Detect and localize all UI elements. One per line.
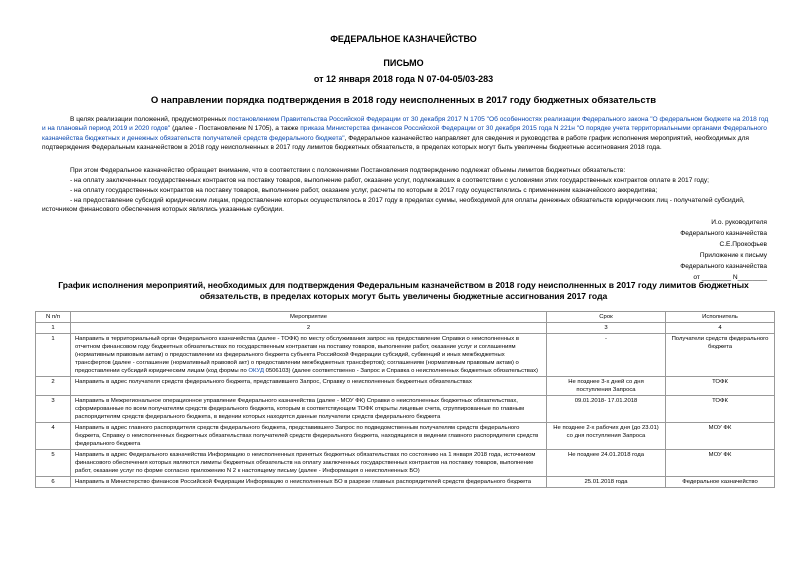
- appendix-org: Федерального казначейства: [680, 263, 767, 270]
- table-row: [36, 377, 775, 396]
- row-executor: ТОФК: [666, 377, 775, 396]
- table-header-row: [36, 312, 775, 323]
- row-measure: Направить в Межрегиональное операционное управление Федерального казначейства (далее - МОУ ФК) Справки о неисполненных бюджетных обязательствах, сформированные по всем получателям средств федерального бюджета, которым в соответствующем ТОФК открыты лицевые счета, сгруппированные по главным распорядителям средств федерального бюджета, в ведении которых находятся данные получатели средств федерального бюджета: [71, 396, 547, 423]
- appendix-date-number: от ________ N________: [693, 274, 767, 281]
- row-deadline: Не позднее 2-х рабочих дня (до 23.01) со дня поступления Запроса: [547, 423, 666, 450]
- paragraph-1-text-b: (далее - Постановление N 1705), а также: [170, 125, 301, 133]
- table-row: [36, 450, 775, 477]
- doc-date-number: от 12 января 2018 года N 07-04-05/03-283: [313, 74, 494, 84]
- column-number: 4: [666, 323, 775, 334]
- row-executor: Получатели средств федерального бюджета: [666, 334, 775, 377]
- row-measure: Направить в адрес получателя средств федерального бюджета, представившего Запрос, Справку о неисполненных бюджетных обязательствах: [71, 377, 547, 396]
- row-deadline: 09.01.2018- 17.01.2018: [547, 396, 666, 423]
- column-number: 1: [36, 323, 71, 334]
- table-row: [36, 423, 775, 450]
- row-executor: МОУ ФК: [666, 450, 775, 477]
- row-number: 6: [36, 477, 71, 488]
- row-number: 3: [36, 396, 71, 423]
- schedule-table: [35, 311, 775, 488]
- signature-block: [547, 217, 767, 283]
- table-row: [36, 396, 775, 423]
- column-number: 3: [547, 323, 666, 334]
- org-title: ФЕДЕРАЛЬНОЕ КАЗНАЧЕЙСТВО: [330, 34, 477, 44]
- doc-type: ПИСЬМО: [383, 58, 424, 68]
- order-221n-link[interactable]: приказа Министерства финансов Российской Федерации от 30 декабря 2015 года N 221н "О порядке учета территориальными органами Федерального казначейства бюджетных и денежных обязательств получателей средств федерального бюджета": [42, 125, 767, 142]
- bullet-3: - на предоставление субсидий юридическим лицам, предоставление которых осуществлялось в 2017 году в пределах суммы, необходимой для оплаты денежных обязательств юридических лиц - получателей субсидий, источником финансового обеспечения которых являлись указанные субсидии.: [42, 197, 745, 214]
- row-deadline: -: [547, 334, 666, 377]
- header-measure: Мероприятие: [71, 312, 547, 323]
- paragraph-2: При этом Федеральное казначейство обращает внимание, что в соответствии с положениями Постановления подтверждению подлежат объемы лимитов бюджетных обязательств:: [70, 167, 626, 174]
- row-deadline: 25.01.2018 года: [547, 477, 666, 488]
- doc-subject: О направлении порядка подтверждения в 2018 году неисполненных в 2017 году бюджетных обязательств: [150, 95, 657, 106]
- row-measure: Направить в адрес главного распорядителя средств федерального бюджета, представившего Запрос по подведомственным получателям средств федерального бюджета, Справку о неисполненных бюджетных обязательствах получателей средств федерального бюджета, находящихся в ведении главного распорядителя средств федерального бюджета: [71, 423, 547, 450]
- row-measure-text: 0506103) (далее соответственно - Запрос и Справка о неисполненных бюджетных обязательствах): [263, 368, 538, 374]
- row-number: 1: [36, 334, 71, 377]
- row-measure: [71, 334, 547, 377]
- appendix-label: Приложение к письму: [699, 252, 767, 259]
- signature-position: И.о. руководителя: [711, 219, 767, 226]
- row-number: 5: [36, 450, 71, 477]
- paragraph-1-text-a: В целях реализации положений, предусмотренных: [70, 116, 229, 123]
- row-measure-text: Направить в территориальный орган Федерального казначейства (далее - ТОФК) по месту обслуживания запрос на предоставление Справки о неисполненных в отчетном финансовом году бюджетных обязательствах по государственным контрактам на поставку товаров, выполнение работ, оказание услуг и соглашениям (нормативным правовым актам) о предоставлении из федерального бюджета субъекта Российской Федерации субсидий, субвенций и иных межбюджетных трансфертов (далее - соглашение (нормативный правовой акт) о предоставлении межбюджетных трансфертов); соглашениям (нормативным правовым актам) о предоставлении субсидий юридическим лицам (код формы по: [75, 336, 519, 374]
- schedule-title: График исполнения мероприятий, необходимых для подтверждения Федеральным казначейством в 2018 году неисполненных в 2017 году лимитов бюджетных обязательств, в пределах которых могут быть увеличены бюджетные ассигнования 2017 года: [58, 280, 749, 301]
- bullet-2: - на оплату государственных контрактов на поставку товаров, выполнение работ, оказание услуг, расчеты по которым в 2017 году осуществлялись с применением казначейского аккредитива;: [70, 187, 658, 194]
- row-executor: Федеральное казначейство: [666, 477, 775, 488]
- column-number: 2: [71, 323, 547, 334]
- bullet-1: - на оплату заключенных государственных контрактов на поставку товаров, выполнение работ, оказание услуг, подлежавших в соответствии с условиями этих государственных контрактов оплате в 2017 году;: [70, 177, 709, 184]
- paragraph-1-text-c: , Федеральное казначейство направляет для сведения и руководства в работе график исполнения мероприятий, необходимых для подтверждения Федеральным казначейством в 2018 году неисполненных в 2017 году лимитов бюджетных обязательств, в пределах которых могут быть увеличены бюджетные ассигнования 2018 года.: [42, 134, 749, 152]
- header-number: N п/п: [36, 312, 71, 323]
- row-number: 4: [36, 423, 71, 450]
- table-row: [36, 334, 775, 377]
- header-deadline: Срок: [547, 312, 666, 323]
- signature-name: С.Е.Прокофьев: [719, 241, 767, 248]
- row-deadline: Не позднее 3-х дней со дня поступления Запроса: [547, 377, 666, 396]
- table-row: [36, 477, 775, 488]
- row-measure: Направить в адрес Федерального казначейства Информацию о неисполненных принятых бюджетных обязательствах по состоянию на 1 января 2018 года, источником финансового обеспечения которых являются лимиты бюджетных обязательств на оплату заключенных государственных контрактов на поставку товаров, выполнение работ, оказание услуг по форме согласно приложению N 2 к настоящему письму (далее - Информация о неисполненных БО): [71, 450, 547, 477]
- okud-link[interactable]: ОКУД: [248, 368, 264, 374]
- row-executor: МОУ ФК: [666, 423, 775, 450]
- paragraph-1: [42, 115, 770, 153]
- row-executor: ТОФК: [666, 396, 775, 423]
- row-number: 2: [36, 377, 71, 396]
- resolution-1705-link[interactable]: постановлением Правительства Российской Федерации от 30 декабря 2017 N 1705 "Об особенностях реализации Федерального закона "О федеральном бюджете на 2018 год и на плановый период 2019 и 2020 годов": [42, 116, 769, 133]
- row-measure: Направить в Министерство финансов Российской Федерации Информацию о неисполненных БО в разрезе главных распорядителей средств федерального бюджета: [71, 477, 547, 488]
- signature-org: Федерального казначейства: [680, 230, 767, 237]
- header-executor: Исполнитель: [666, 312, 775, 323]
- row-deadline: Не позднее 24.01.2018 года: [547, 450, 666, 477]
- table-column-numbers-row: [36, 323, 775, 334]
